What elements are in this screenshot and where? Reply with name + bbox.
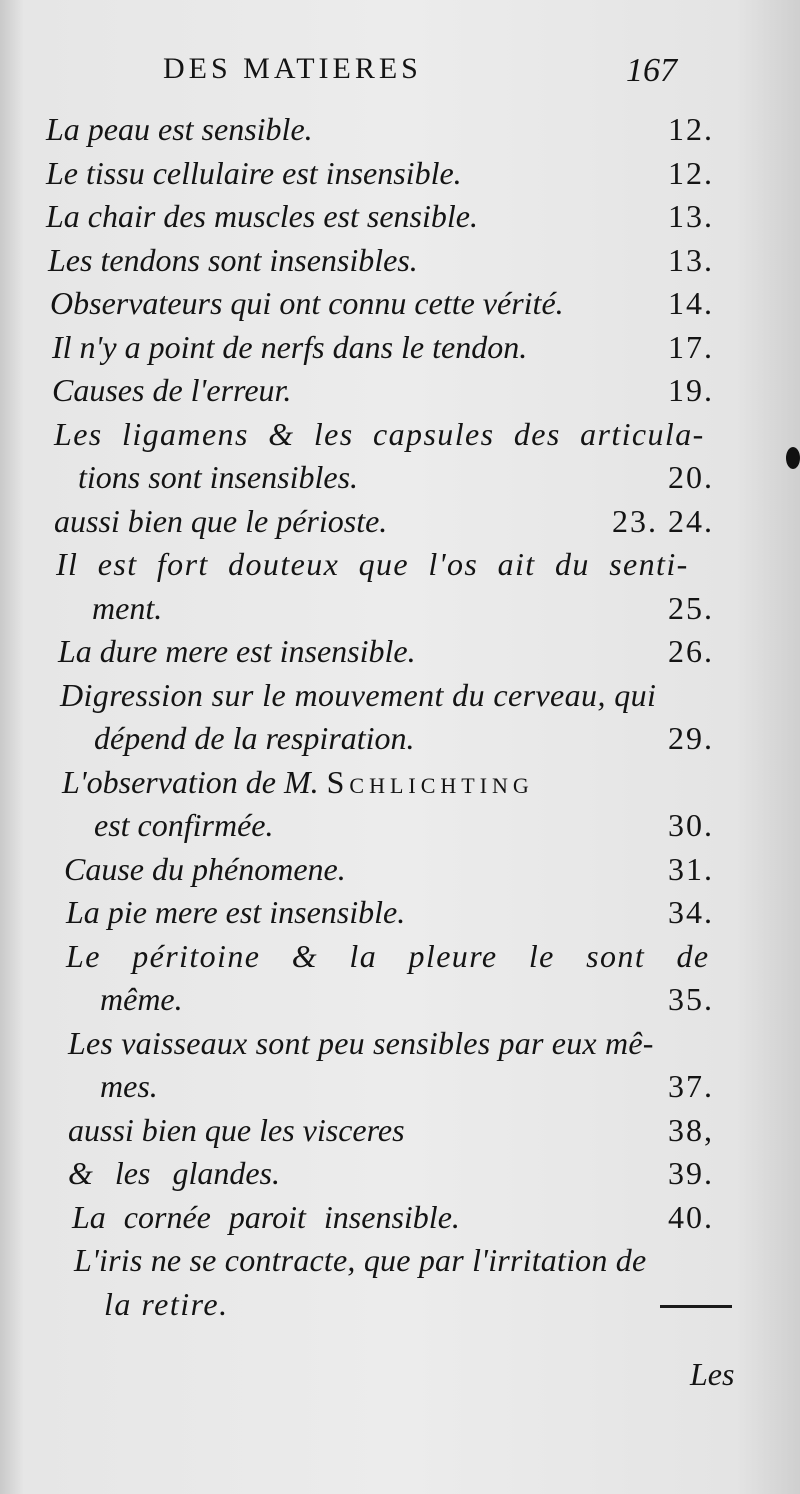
entry-text: L'iris ne se contracte, que par l'irritation de	[74, 1242, 647, 1278]
entry-text: est confirmée.	[94, 807, 274, 843]
index-entry	[0, 674, 800, 718]
entry-text: Il n'y a point de nerfs dans le tendon.	[52, 328, 528, 365]
index-entry	[0, 543, 800, 587]
entry-page: 37.	[668, 1068, 714, 1104]
index-entry	[0, 500, 800, 544]
entry-text: mes.	[100, 1068, 158, 1104]
index-entry	[0, 630, 800, 674]
entry-text-lead: L'observation de M.	[62, 763, 319, 800]
entry-page: 12.	[668, 154, 714, 191]
index-entry-continuation	[0, 804, 800, 848]
entry-text: Le tissu cellulaire est insensible.	[46, 154, 462, 191]
index-entry-continuation	[0, 978, 800, 1022]
entry-text: La cornée paroit insensible.	[72, 1198, 460, 1235]
entry-page: 26.	[668, 633, 714, 669]
running-head: DES MATIERES	[163, 52, 422, 85]
entry-text: ment.	[92, 589, 163, 626]
index-entry-continuation	[0, 1065, 800, 1109]
entry-page: 29.	[668, 720, 714, 756]
page-number: 167	[626, 52, 677, 89]
entry-page: 23. 24.	[612, 502, 714, 539]
index-entry	[0, 1196, 800, 1240]
index-entry-continuation	[0, 587, 800, 631]
index-entry	[0, 935, 800, 979]
index-entries	[0, 108, 800, 1326]
entry-text: dépend de la respiration.	[94, 720, 415, 756]
entry-page: 19.	[668, 372, 714, 408]
ink-blot	[786, 447, 800, 469]
index-entry	[0, 848, 800, 892]
entry-text: aussi bien que le périoste.	[54, 502, 388, 539]
index-entry-continuation	[0, 717, 800, 761]
author-name: Schlichting	[326, 763, 534, 800]
entry-page: 20.	[668, 459, 714, 495]
index-entry-continuation	[0, 456, 800, 500]
catchword: Les	[690, 1356, 735, 1392]
entry-page: 14.	[668, 285, 714, 321]
entry-text: Les vaisseaux sont peu sensibles par eux mê-	[68, 1024, 654, 1061]
entry-text: Il est fort douteux que l'os ait du senti-	[56, 546, 689, 582]
entry-text: Causes de l'erreur.	[52, 372, 292, 408]
entry-text: La chair des muscles est sensible.	[46, 198, 478, 234]
entry-page: 13.	[668, 241, 714, 278]
index-entry	[0, 1022, 800, 1066]
entry-text: La peau est sensible.	[46, 111, 313, 147]
entry-text: tions sont insensibles.	[78, 459, 359, 495]
index-entry	[0, 891, 800, 935]
index-entry	[0, 108, 800, 152]
entry-text	[62, 761, 534, 804]
entry-text: & les glandes.	[68, 1155, 280, 1191]
entry-page: 31.	[668, 850, 714, 887]
entry-text: Digression sur le mouvement du cerveau, qui	[60, 676, 657, 713]
entry-page: 34.	[668, 894, 714, 930]
entry-text: La pie mere est insensible.	[66, 894, 406, 930]
page-dash	[660, 1305, 732, 1308]
index-entry-continuation	[0, 1283, 800, 1327]
index-entry	[0, 1109, 800, 1153]
entry-text: aussi bien que les visceres	[68, 1111, 405, 1148]
index-entry	[0, 282, 800, 326]
entry-text: Les tendons sont insensibles.	[48, 241, 418, 278]
index-entry	[0, 326, 800, 370]
entry-page: 38,	[668, 1111, 714, 1148]
entry-text: Les ligamens & les capsules des articula-	[54, 415, 705, 452]
entry-text: Observateurs qui ont connu cette vérité.	[50, 285, 564, 321]
index-entry	[0, 1239, 800, 1283]
entry-page: 35.	[668, 981, 714, 1017]
index-entry	[0, 195, 800, 239]
entry-page: 25.	[668, 589, 714, 626]
entry-text: La dure mere est insensible.	[58, 633, 416, 669]
entry-page: 13.	[668, 198, 714, 234]
index-entry	[0, 239, 800, 283]
entry-text: Cause du phénomene.	[64, 850, 346, 887]
index-entry	[0, 369, 800, 413]
index-entry	[0, 152, 800, 196]
entry-page: 39.	[668, 1155, 714, 1191]
entry-text: la retire.	[104, 1285, 229, 1322]
entry-page: 12.	[668, 111, 714, 147]
entry-text: Le péritoine & la pleure le sont de	[66, 937, 710, 974]
index-entry	[0, 761, 800, 805]
entry-page: 30.	[668, 807, 714, 843]
entry-page: 17.	[668, 328, 714, 365]
entry-text: même.	[100, 981, 183, 1017]
entry-page: 40.	[668, 1198, 714, 1235]
page-header	[0, 52, 800, 100]
index-entry	[0, 1152, 800, 1196]
index-entry	[0, 413, 800, 457]
